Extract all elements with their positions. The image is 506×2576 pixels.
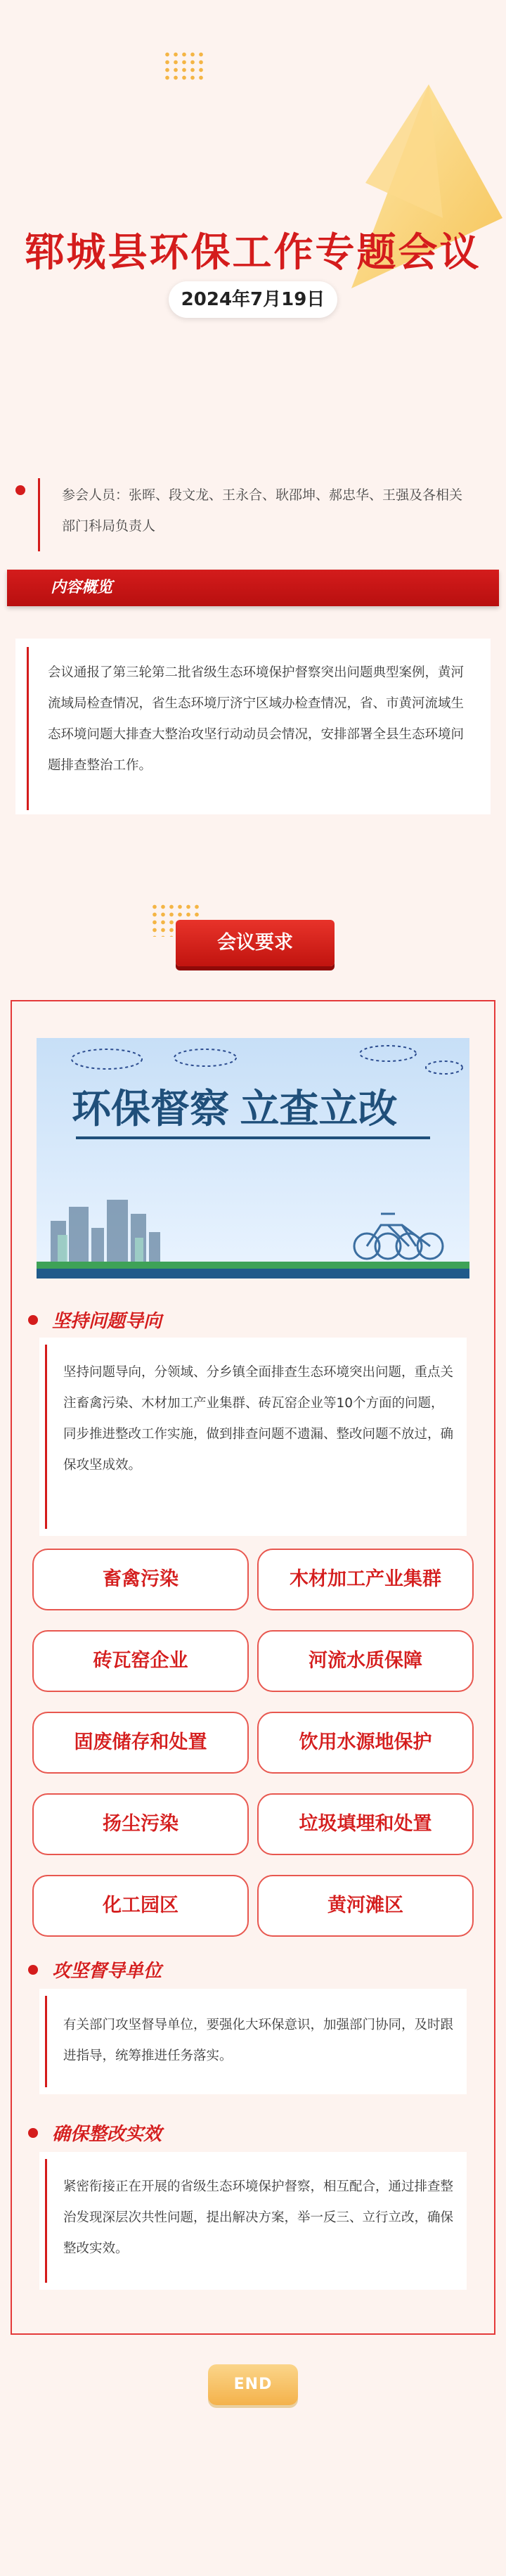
section-body-problem-oriented: 坚持问题导向，分领域、分乡镇全面排查生态环境突出问题，重点关注畜禽污染、木材加工产业集群、砖瓦窑企业等10个方面的问题，同步推进整改工作实施，做到排查问题不遗漏、整改问题不放过，确保攻坚成效。 [63, 1365, 454, 1473]
attendees-text: 参会人员：张晖、段文龙、王永合、耿邵坤、郝忠华、王强及各相关部门科局负责人 [62, 487, 463, 534]
section-heading-problem-oriented: 坚持问题导向 [52, 1311, 162, 1332]
accent-bar [45, 2159, 47, 2283]
section-heading-rectification: 确保整改实效 [52, 2124, 162, 2145]
decorative-triangle [337, 77, 506, 331]
section-dot [28, 2128, 38, 2138]
accent-bar [45, 1996, 47, 2087]
section-heading-supervision: 攻坚督导单位 [52, 1961, 162, 1982]
overview-body: 会议通报了第三轮第二批省级生态环境保护督察突出问题典型案例，黄河流域局检查情况，省生态环境厅济宁区域办检查情况，省、市黄河流域生态环境问题大排查大整治攻坚行动动员会情况，安排部署全县生态环境问题排查整治工作。 [48, 665, 465, 773]
tag-river-water-quality[interactable]: 河流水质保障 [257, 1630, 474, 1692]
accent-bar [45, 1345, 47, 1529]
meeting-date: 2024年7月19日 [169, 281, 337, 318]
banner-illustration [37, 1038, 469, 1279]
section-body-supervision: 有关部门攻坚督导单位，要强化大环保意识，加强部门协同，及时跟进指导，统筹推进任务落实。 [63, 2018, 454, 2063]
decorative-dots-top [163, 51, 205, 82]
requirements-label: 会议要求 [176, 920, 335, 966]
tag-dust-pollution[interactable]: 扬尘污染 [32, 1793, 249, 1855]
accent-bar [38, 478, 40, 551]
tag-yellow-river-beach[interactable]: 黄河滩区 [257, 1875, 474, 1937]
section-body-rectification: 紧密衔接正在开展的省级生态环境保护督察，相互配合，通过排查整治发现深层次共性问题，提出解决方案，举一反三、立行立改，确保整改实效。 [63, 2179, 454, 2256]
bullet-dot [15, 485, 25, 495]
accent-bar [27, 647, 29, 810]
tag-landfill[interactable]: 垃圾填埋和处置 [257, 1793, 474, 1855]
tag-solid-waste[interactable]: 固废储存和处置 [32, 1712, 249, 1774]
banner-text: 环保督察 立查立改 [72, 1087, 398, 1131]
end-button[interactable]: END [208, 2364, 298, 2405]
overview-heading: 内容概览 [7, 570, 499, 606]
tag-chemical-park[interactable]: 化工园区 [32, 1875, 249, 1937]
tag-drinking-water-source[interactable]: 饮用水源地保护 [257, 1712, 474, 1774]
tag-brick-kiln[interactable]: 砖瓦窑企业 [32, 1630, 249, 1692]
page-title: 郓城县环保工作专题会议 [25, 230, 481, 276]
section-dot [28, 1315, 38, 1325]
tag-wood-processing[interactable]: 木材加工产业集群 [257, 1549, 474, 1610]
section-dot [28, 1965, 38, 1975]
tag-livestock-pollution[interactable]: 畜禽污染 [32, 1549, 249, 1610]
